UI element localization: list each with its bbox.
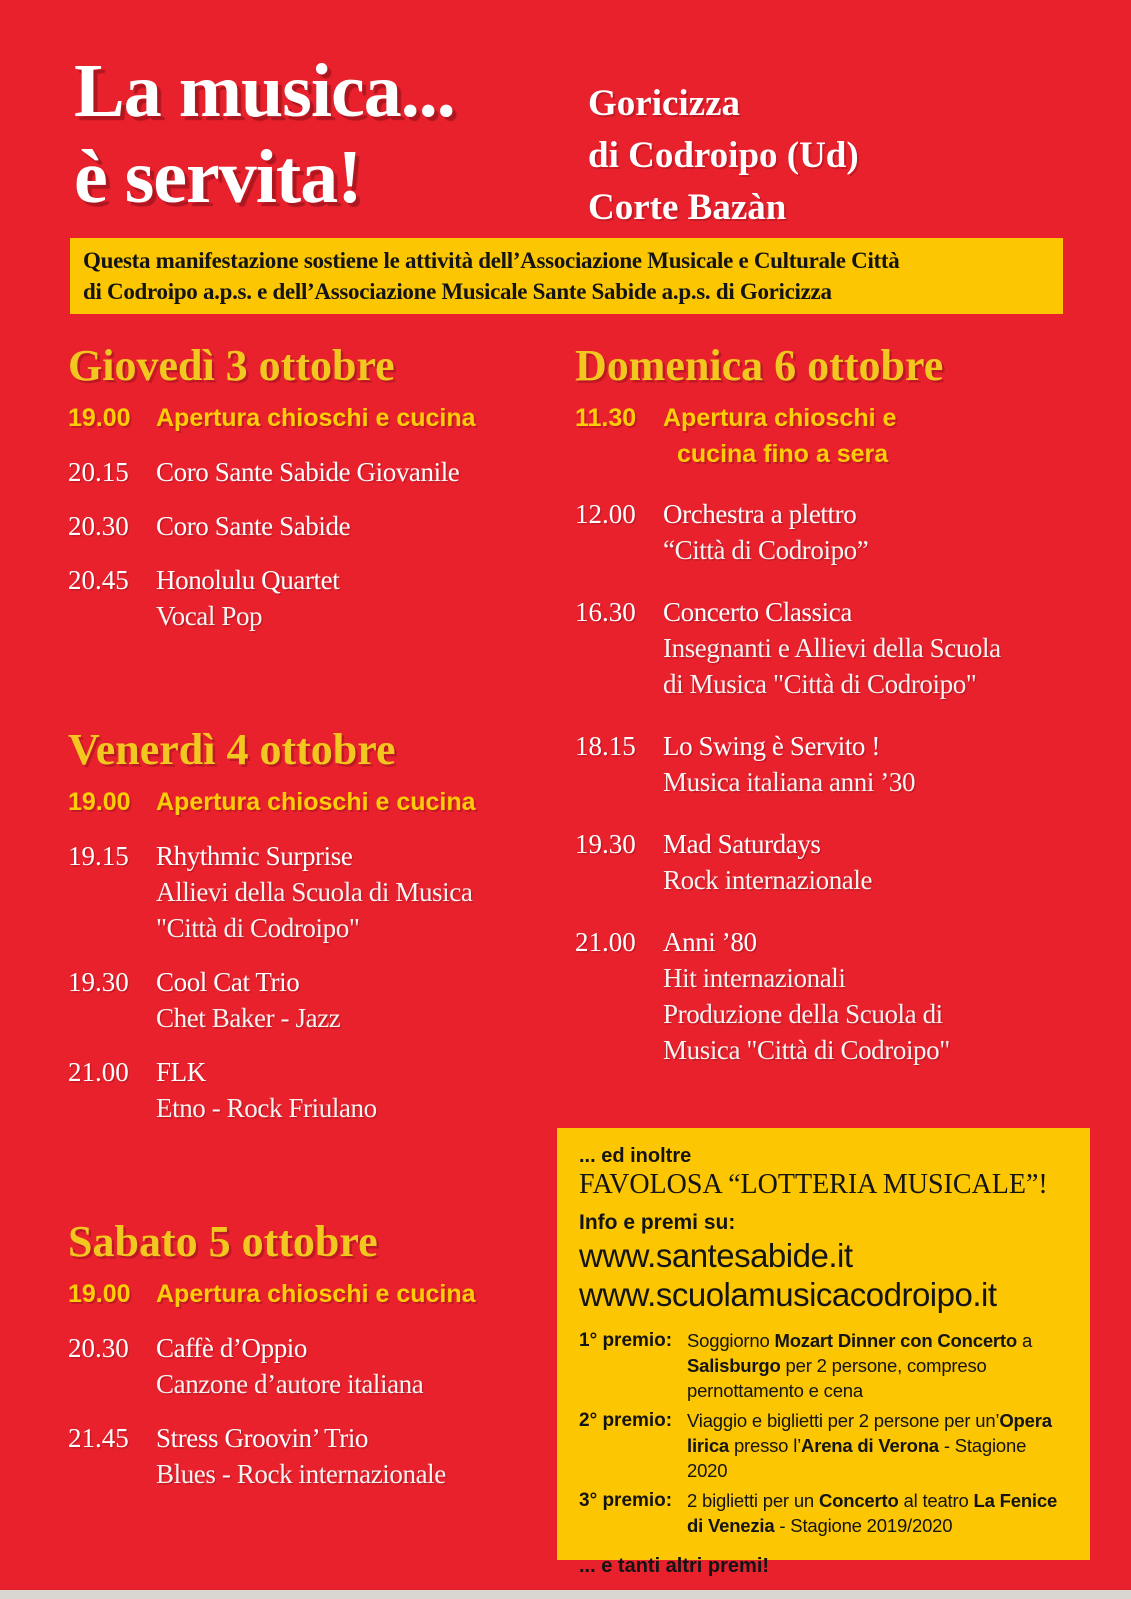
event-time: 19.30 xyxy=(68,967,129,997)
prize-text-segment: - Stagione 2020 xyxy=(687,1435,1027,1481)
event-subtitle: Blues - Rock internazionale xyxy=(156,1459,446,1489)
schedule-left-column xyxy=(68,338,550,1510)
day-heading: Sabato 5 ottobre xyxy=(68,1217,378,1266)
event-text xyxy=(663,728,1097,800)
prize-text-segment: per 2 persone, compreso pernottamento e cena xyxy=(687,1355,987,1401)
day-heading: Giovedì 3 ottobre xyxy=(68,341,395,390)
location-line: Goricizza xyxy=(588,83,741,124)
prize-label: 3° premio: xyxy=(579,1490,673,1511)
opening-row xyxy=(68,1276,550,1312)
lottery-url-santesabide: www.santesabide.it xyxy=(579,1237,853,1274)
event-title: Honolulu Quartet xyxy=(156,565,340,595)
event-title: Concerto Classica xyxy=(663,597,852,627)
event-text xyxy=(156,964,550,1036)
opening-time: 11.30 xyxy=(575,404,637,432)
prize-text-segment-bold: Opera lirica xyxy=(687,1410,1052,1456)
prize-label: 2° premio: xyxy=(579,1410,673,1431)
lottery-intro: ... ed inoltre xyxy=(579,1145,692,1167)
event-text xyxy=(663,594,1097,702)
event-time: 21.00 xyxy=(68,1057,129,1087)
prize-text-segment: Soggiorno xyxy=(687,1330,775,1351)
prize-text-segment-bold: Arena di Verona xyxy=(801,1435,939,1456)
support-banner-line2: di Codroipo a.p.s. e dell’Associazione Musicale Sante Sabide a.p.s. di Goricizza xyxy=(83,279,832,304)
event-time: 19.15 xyxy=(68,841,129,871)
prize-text xyxy=(687,1488,1070,1538)
event-text xyxy=(156,1420,550,1492)
day-heading: Venerdì 4 ottobre xyxy=(68,725,396,774)
event-row xyxy=(575,924,1097,1068)
event-subtitle: Produzione della Scuola di xyxy=(663,999,943,1029)
opening-time: 19.00 xyxy=(68,404,131,432)
event-title: Lo Swing è Servito ! xyxy=(663,731,880,761)
prize-text-segment: 2 biglietti per un xyxy=(687,1490,819,1511)
lottery-url-scuolamusica: www.scuolamusicacodroipo.it xyxy=(579,1276,997,1313)
event-text xyxy=(156,454,550,490)
event-title: Coro Sante Sabide xyxy=(156,511,351,541)
event-row xyxy=(68,562,550,634)
lottery-headline: FAVOLOSA “LOTTERIA MUSICALE”! xyxy=(579,1169,1048,1200)
opening-text: Apertura chioschi e cucina xyxy=(156,404,476,432)
event-row xyxy=(68,1330,550,1402)
event-title: Cool Cat Trio xyxy=(156,967,300,997)
event-subtitle: Canzone d’autore italiana xyxy=(156,1369,424,1399)
prize-text-segment-bold: Mozart Dinner con Concerto xyxy=(774,1330,1017,1351)
schedule-right-column xyxy=(575,338,1097,1094)
event-text xyxy=(663,826,1097,898)
event-subtitle: Hit internazionali xyxy=(663,963,846,993)
event-time: 20.45 xyxy=(68,565,129,595)
lottery-footer: ... e tanti altri premi! xyxy=(579,1555,770,1577)
prize-row-3 xyxy=(579,1488,1070,1538)
event-subtitle: Insegnanti e Allievi della Scuola xyxy=(663,633,1001,663)
event-row xyxy=(68,1420,550,1492)
opening-row xyxy=(68,400,550,436)
event-subtitle: Musica italiana anni ’30 xyxy=(663,767,916,797)
prize-text-segment-bold: La Fenice di Venezia xyxy=(687,1490,1058,1536)
prize-text xyxy=(687,1328,1070,1403)
event-title: Mad Saturdays xyxy=(663,829,821,859)
event-subtitle: di Musica "Città di Codroipo" xyxy=(663,669,977,699)
event-title: FLK xyxy=(156,1057,206,1087)
opening-time: 19.00 xyxy=(68,788,131,816)
event-text xyxy=(663,924,1097,1068)
support-banner xyxy=(70,238,1063,314)
event-time: 18.15 xyxy=(575,731,636,761)
event-row xyxy=(575,594,1097,702)
event-time: 20.30 xyxy=(68,1333,129,1363)
prize-text-segment: presso l’ xyxy=(729,1435,802,1456)
prize-row-2 xyxy=(579,1408,1070,1483)
event-title: Anni ’80 xyxy=(663,927,757,957)
prize-text-segment-bold: Concerto xyxy=(818,1490,899,1511)
event-subtitle: Vocal Pop xyxy=(156,601,263,631)
event-text xyxy=(156,838,550,946)
event-text xyxy=(663,496,1097,568)
event-text xyxy=(156,1054,550,1126)
opening-text: Apertura chioschi e cucina fino a sera xyxy=(663,404,897,468)
day-section-domenica xyxy=(575,338,1097,1068)
location-line: Corte Bazàn xyxy=(588,187,787,228)
event-title: Stress Groovin’ Trio xyxy=(156,1423,369,1453)
event-time: 19.30 xyxy=(575,829,636,859)
event-row xyxy=(575,826,1097,898)
day-section-giovedi xyxy=(68,338,550,634)
event-title: Orchestra a plettro xyxy=(663,499,857,529)
event-title: Caffè d’Oppio xyxy=(156,1333,308,1363)
event-row xyxy=(575,728,1097,800)
event-subtitle: Chet Baker - Jazz xyxy=(156,1003,341,1033)
event-time: 21.00 xyxy=(575,927,636,957)
event-text xyxy=(156,508,550,544)
day-section-venerdi xyxy=(68,722,550,1126)
poster-title-line2: è servita! xyxy=(74,135,362,219)
event-row xyxy=(575,496,1097,568)
prize-row-1 xyxy=(579,1328,1070,1403)
opening-text: Apertura chioschi e cucina xyxy=(156,788,476,816)
event-time: 21.45 xyxy=(68,1423,129,1453)
scan-edge-strip xyxy=(0,1590,1131,1599)
event-row xyxy=(68,1054,550,1126)
event-row xyxy=(68,964,550,1036)
lottery-prize-list xyxy=(579,1328,1070,1538)
poster-title xyxy=(74,48,455,220)
prize-text xyxy=(687,1408,1070,1483)
prize-text-segment: - Stagione 2019/2020 xyxy=(774,1515,953,1536)
event-subtitle: “Città di Codroipo” xyxy=(663,535,869,565)
lottery-info-label: Info e premi su: xyxy=(579,1211,736,1234)
prize-text-segment: a xyxy=(1017,1330,1033,1351)
event-time: 20.15 xyxy=(68,457,129,487)
event-row xyxy=(68,508,550,544)
event-time: 16.30 xyxy=(575,597,636,627)
event-subtitle: Musica "Città di Codroipo" xyxy=(663,1035,950,1065)
event-row xyxy=(68,454,550,490)
poster-title-line1: La musica... xyxy=(74,49,455,133)
event-subtitle: Allievi della Scuola di Musica xyxy=(156,877,473,907)
support-banner-line1: Questa manifestazione sostiene le attività dell’Associazione Musicale e Culturale Città xyxy=(83,248,900,273)
event-time: 20.30 xyxy=(68,511,129,541)
event-text xyxy=(156,1330,550,1402)
event-row xyxy=(68,838,550,946)
opening-text: Apertura chioschi e cucina xyxy=(156,1280,476,1308)
event-subtitle: Rock internazionale xyxy=(663,865,873,895)
lottery-box xyxy=(557,1128,1090,1577)
event-time: 12.00 xyxy=(575,499,636,529)
opening-row xyxy=(575,400,1097,472)
day-section-sabato xyxy=(68,1214,550,1492)
event-subtitle: "Città di Codroipo" xyxy=(156,913,360,943)
event-location xyxy=(588,78,859,234)
opening-row xyxy=(68,784,550,820)
event-title: Coro Sante Sabide Giovanile xyxy=(156,457,460,487)
prize-text-segment: al teatro xyxy=(898,1490,974,1511)
prize-text-segment-bold: Salisburgo xyxy=(687,1355,781,1376)
opening-time: 19.00 xyxy=(68,1280,131,1308)
location-line: di Codroipo (Ud) xyxy=(588,135,859,176)
prize-text-segment: Viaggio e biglietti per 2 persone per un’ xyxy=(687,1410,1000,1431)
day-heading: Domenica 6 ottobre xyxy=(575,341,944,390)
event-text xyxy=(156,562,550,634)
prize-label: 1° premio: xyxy=(579,1330,673,1351)
event-title: Rhythmic Surprise xyxy=(156,841,353,871)
event-subtitle: Etno - Rock Friulano xyxy=(156,1093,377,1123)
